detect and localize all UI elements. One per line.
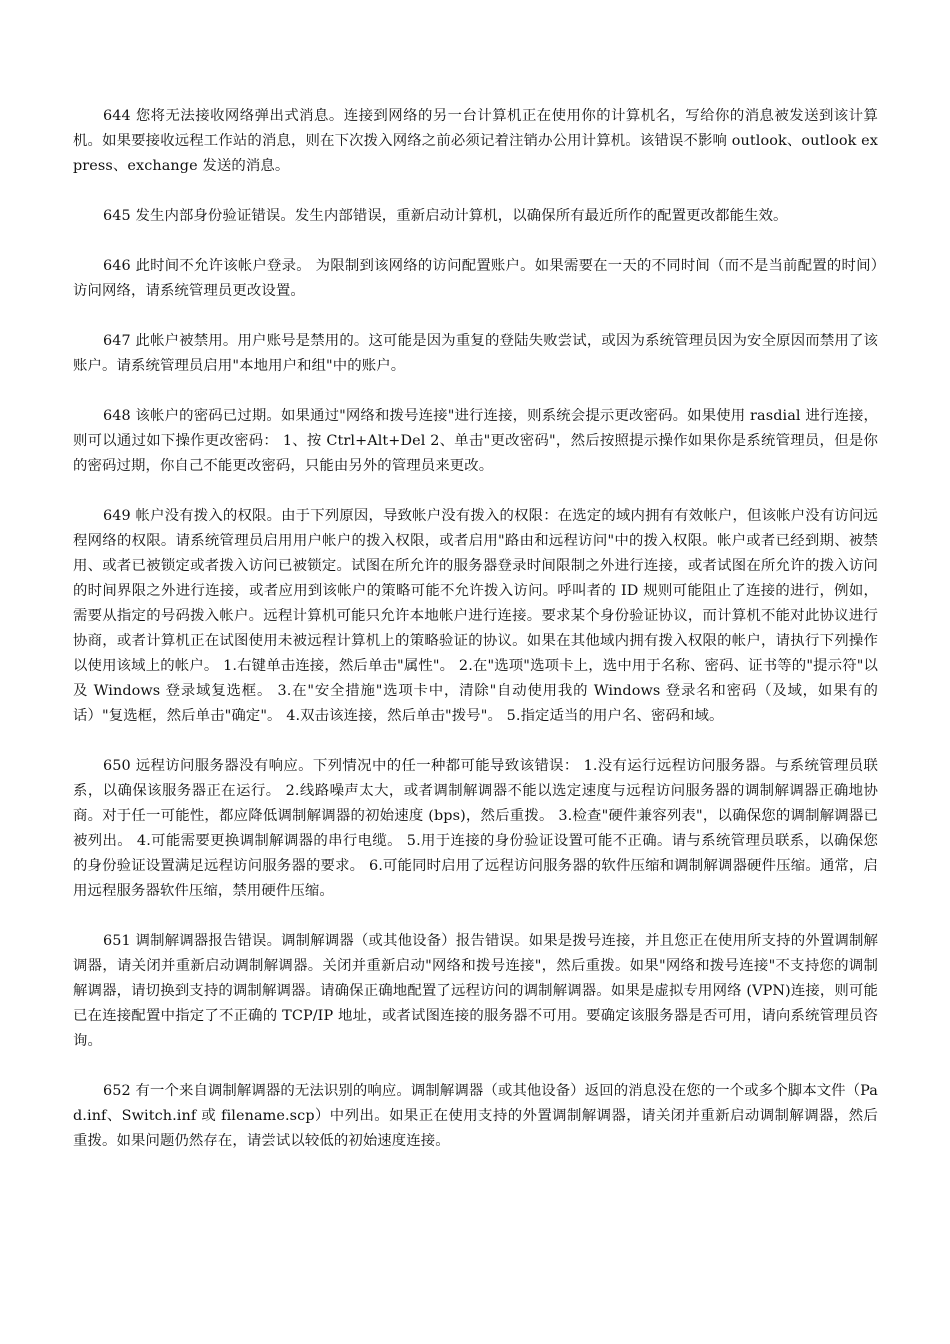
error-entry-647 (73, 329, 878, 379)
error-code: 647 (103, 333, 131, 349)
error-entry-651 (73, 929, 878, 1054)
error-description: 发生内部身份验证错误。发生内部错误，重新启动计算机，以确保所有最近所作的配置更改都能生效。 (135, 208, 788, 224)
error-entry-648 (73, 404, 878, 479)
error-code: 651 (103, 933, 131, 949)
error-code: 644 (103, 108, 131, 124)
error-description: 远程访问服务器没有响应。下列情况中的任一种都可能导致该错误： 1.没有运行远程访问服务器。与系统管理员联系，以确保该服务器正在运行。 2.线路噪声太大，或者调制解调器不能以选定速度与远程访问服务器的调制解调器正确地协商。对于任一可能性，都应降低调制解调器的初始速度 (bps)，然后重拨。 3.检查"硬件兼容列表"，以确保您的调制解调器已被列出。 4.可能需要更换调制解调器的串行电缆。 5.用于连接的身份验证设置可能不正确。请与系统管理员联系，以确保您的身份验证设置满足远程访问服务器的要求。 6.可能同时启用了远程访问服务器的软件压缩和调制解调器硬件压缩。通常，启用远程服务器软件压缩，禁用硬件压缩。 (73, 758, 878, 899)
error-entry-650 (73, 754, 878, 904)
error-description: 该帐户的密码已过期。如果通过"网络和拨号连接"进行连接，则系统会提示更改密码。如果使用 rasdial 进行连接，则可以通过如下操作更改密码： 1、按 Ctrl+Alt+Del 2、单击"更改密码"，然后按照提示操作如果你是系统管理员，但是你的密码过期，你自己不能更改密码，只能由另外的管理员来更改。 (73, 408, 878, 474)
error-description: 调制解调器报告错误。调制解调器（或其他设备）报告错误。如果是拨号连接，并且您正在使用所支持的外置调制解调器，请关闭并重新启动调制解调器。关闭并重新启动"网络和拨号连接"，然后重拨。如果"网络和拨号连接"不支持您的调制解调器，请切换到支持的调制解调器。请确保正确地配置了远程访问的调制解调器。如果是虚拟专用网络 (VPN)连接，则可能已在连接配置中指定了不正确的 TCP/IP 地址，或者试图连接的服务器不可用。要确定该服务器是否可用，请向系统管理员咨询。 (73, 933, 878, 1049)
error-description: 帐户没有拨入的权限。由于下列原因，导致帐户没有拨入的权限：在选定的域内拥有有效帐户，但该帐户没有访问远程网络的权限。请系统管理员启用用户帐户的拨入权限，或者启用"路由和远程访问"中的拨入权限。帐户或者已经到期、被禁用、或者已被锁定或者拨入访问已被锁定。试图在所允许的服务器登录时间限制之外进行连接，或者试图在所允许的拨入访问的时间界限之外进行连接，或者应用到该帐户的策略可能不允许拨入访问。呼叫者的 ID 规则可能阻止了连接的进行，例如，需要从指定的号码拨入帐户。远程计算机可能只允许本地帐户进行连接。要求某个身份验证协议，而计算机不能对此协议进行协商，或者计算机正在试图使用未被远程计算机上的策略验证的协议。如果在其他域内拥有拨入权限的帐户，请执行下列操作以使用该域上的帐户。 1.右键单击连接，然后单击"属性"。 2.在"选项"选项卡上，选中用于名称、密码、证书等的"提示符"以及 Windows 登录域复选框。 3.在"安全措施"选项卡中，清除"自动使用我的 Windows 登录名和密码（及域，如果有的话）"复选框，然后单击"确定"。 4.双击该连接，然后单击"拨号"。 5.指定适当的用户名、密码和域。 (73, 508, 878, 724)
error-description: 此时间不允许该帐户登录。 为限制到该网络的访问配置账户。如果需要在一天的不同时间（而不是当前配置的时间）访问网络，请系统管理员更改设置。 (73, 258, 878, 299)
error-entry-652 (73, 1079, 878, 1154)
document-page (73, 104, 878, 1179)
error-entry-645 (73, 204, 878, 229)
error-code: 650 (103, 758, 131, 774)
error-description: 有一个来自调制解调器的无法识别的响应。调制解调器（或其他设备）返回的消息没在您的一个或多个脚本文件（Pad.inf、Switch.inf 或 filename.scp）中列出。如果正在使用支持的外置调制解调器，请关闭并重新启动调制解调器，然后重拨。如果问题仍然存在，请尝试以较低的初始速度连接。 (73, 1083, 878, 1149)
error-code: 645 (103, 208, 131, 224)
error-code: 649 (103, 508, 131, 524)
error-entry-644 (73, 104, 878, 179)
error-description: 此帐户被禁用。用户账号是禁用的。这可能是因为重复的登陆失败尝试，或因为系统管理员因为安全原因而禁用了该账户。请系统管理员启用"本地用户和组"中的账户。 (73, 333, 878, 374)
error-code: 652 (103, 1083, 131, 1099)
error-entry-649 (73, 504, 878, 729)
error-code: 648 (103, 408, 131, 424)
error-description: 您将无法接收网络弹出式消息。连接到网络的另一台计算机正在使用你的计算机名，写给你的消息被发送到该计算机。如果要接收远程工作站的消息，则在下次拨入网络之前必须记着注销办公用计算机。该错误不影响 outlook、outlook express、exchange 发送的消息。 (73, 108, 878, 174)
error-code: 646 (103, 258, 131, 274)
error-entry-646 (73, 254, 878, 304)
